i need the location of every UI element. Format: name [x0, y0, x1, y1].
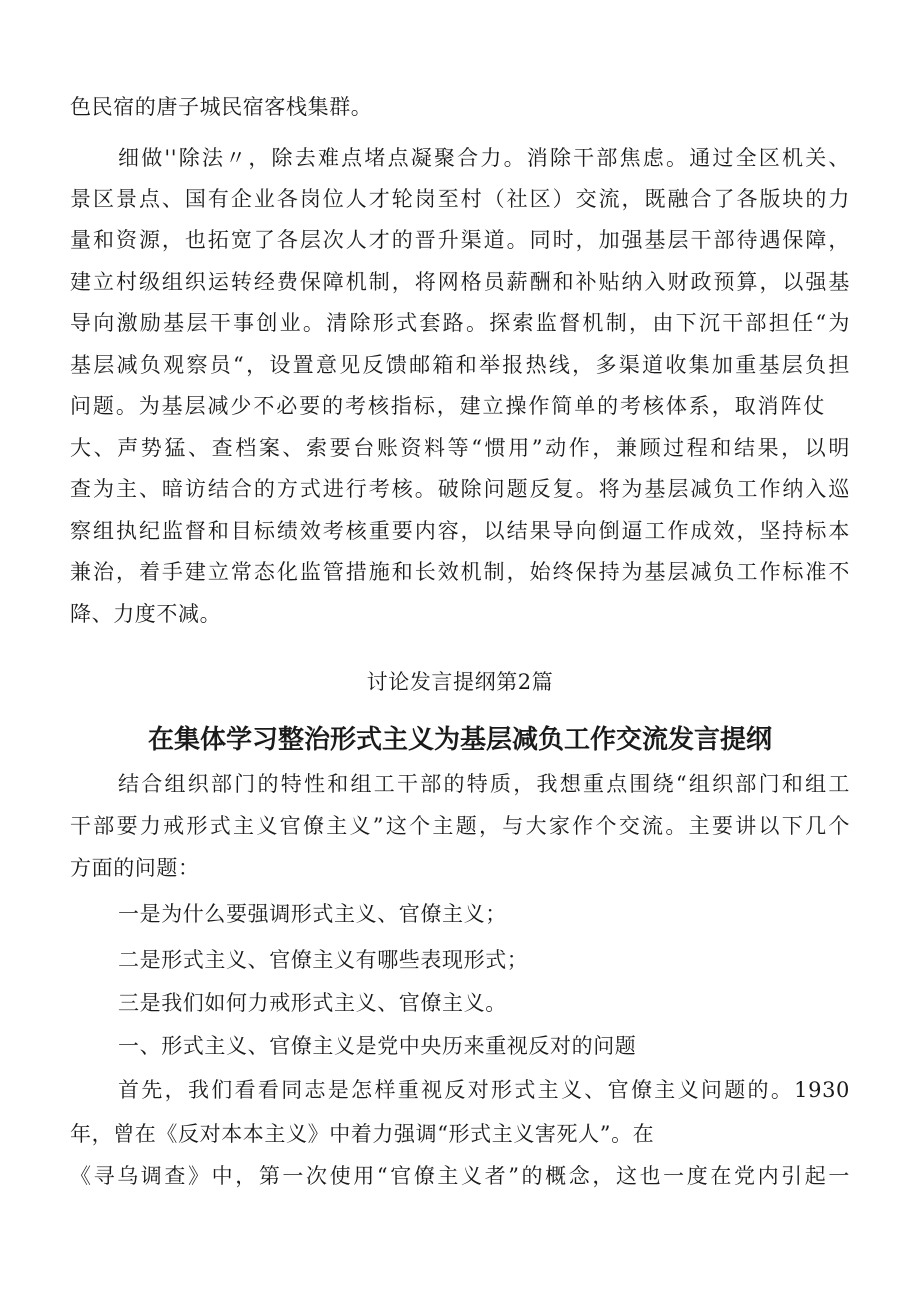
paragraph-line: 问题。为基层减少不必要的考核指标，建立操作简单的考核体系，取消阵仗	[70, 394, 825, 418]
paragraph-line: 景区景点、国有企业各岗位人才轮岗至村（社区）交流，既融合了各版块的力	[70, 187, 850, 211]
paragraph-line: 《寻乌调查》中，第一次使用“官僚主义者”的概念，这也一度在党内引起一	[70, 1164, 850, 1188]
paragraph-line: 基层减负观察员“，设置意见反馈邮箱和举报热线，多渠道收集加重基层负担	[70, 353, 850, 377]
paragraph-line: 导向激励基层干事创业。清除形式套路。探索监督机制，由下沉干部担任“为	[70, 311, 850, 335]
paragraph-line: 察组执纪监督和目标绩效考核重要内容，以结果导向倒逼工作成效，坚持标本	[70, 519, 850, 543]
paragraph-line: 降、力度不减。	[70, 602, 222, 626]
paragraph-line: 结合组织部门的特性和组工干部的特质，我想重点围绕“组织部门和组工	[118, 772, 850, 796]
paragraph-line: 首先，我们看看同志是怎样重视反对形式主义、官僚主义问题的。1930	[118, 1078, 850, 1102]
paragraph-line: 兼治，着手建立常态化监管措施和长效机制，始终保持为基层减负工作标准不	[70, 560, 850, 584]
paragraph-line: 查为主、暗访结合的方式进行考核。破除问题反复。将为基层减负工作纳入巡	[70, 477, 850, 501]
paragraph-line: 年，曾在《反对本本主义》中着力强调“形式主义害死人”。在	[70, 1122, 655, 1146]
section-subtitle: 讨论发言提纲第2篇	[366, 670, 554, 694]
paragraph-line: 量和资源，也拓宽了各层次人才的晋升渠道。同时，加强基层干部待遇保障，	[70, 228, 850, 252]
paragraph-line: 大、声势猛、查档案、索要台账资料等“惯用”动作，兼顾过程和结果，以明	[70, 436, 850, 460]
paragraph-line: 建立村级组织运转经费保障机制，将网格员薪酬和补贴纳入财政预算，以强基	[70, 270, 850, 294]
paragraph-line: 色民宿的唐子城民宿客栈集群。	[70, 95, 373, 119]
paragraph-line: 方面的问题：	[70, 856, 200, 880]
document-title: 在集体学习整治形式主义为基层减负工作交流发言提纲	[147, 725, 772, 755]
list-item: 二是形式主义、官僚主义有哪些表现形式；	[118, 948, 529, 972]
list-item: 一是为什么要强调形式主义、官僚主义；	[118, 902, 507, 926]
paragraph-line: 干部要力戒形式主义官僚主义”这个主题，与大家作个交流。主要讲以下几个	[70, 814, 850, 838]
list-item: 三是我们如何力戒形式主义、官僚主义。	[118, 991, 507, 1015]
section-heading: 一、形式主义、官僚主义是党中央历来重视反对的问题	[118, 1034, 637, 1058]
paragraph-line: 细做''除法〃，除去难点堵点凝聚合力。消除干部焦虑。通过全区机关、	[118, 146, 850, 170]
